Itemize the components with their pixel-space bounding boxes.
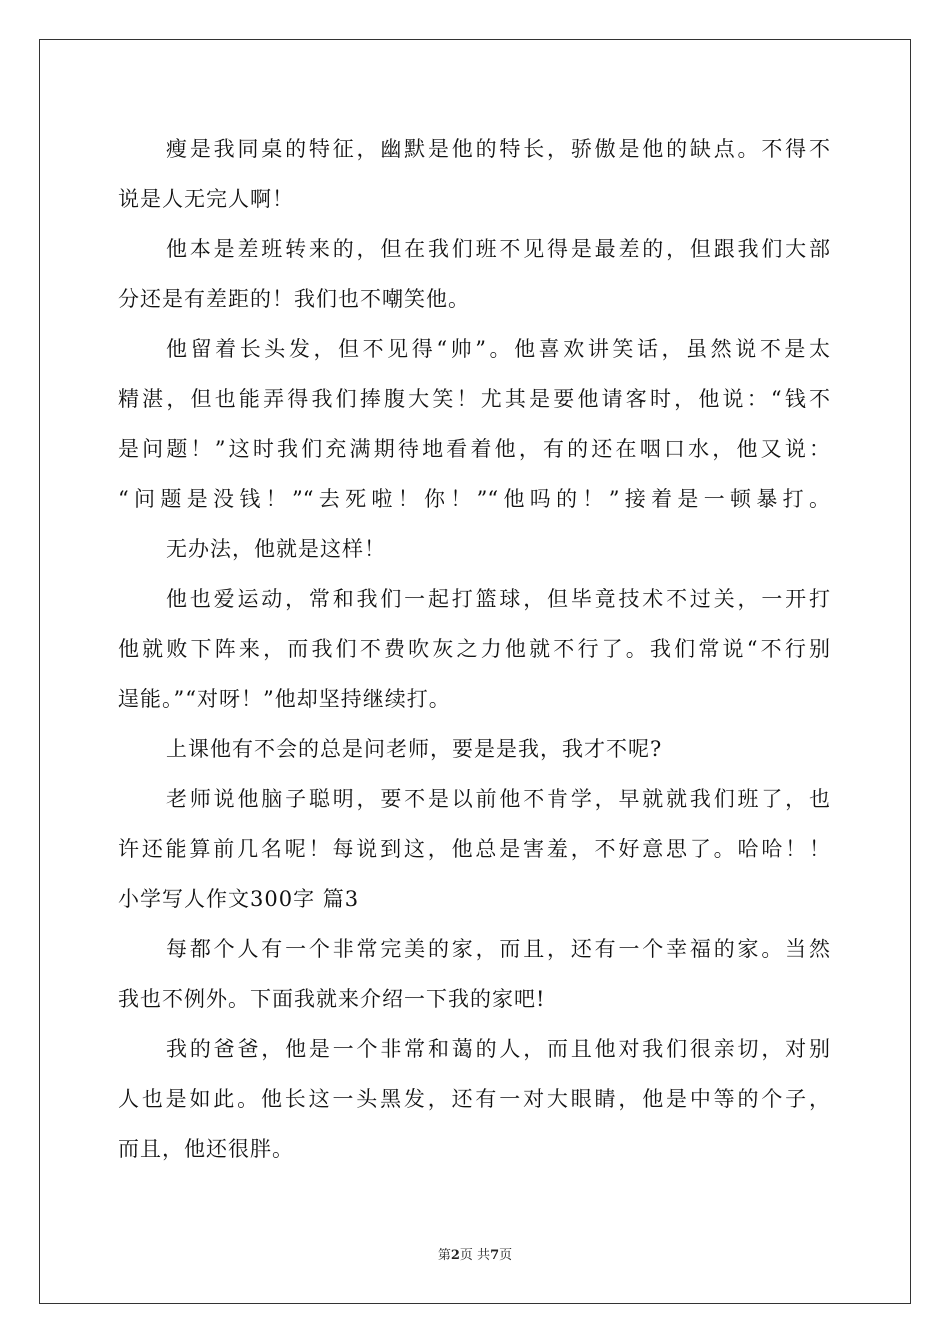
text-line: “问题是没钱！”“去死啦！你！”“他吗的！”接着是一顿暴打。: [118, 487, 830, 511]
footer-suffix: 页: [499, 1248, 513, 1263]
text-line: 我也不例外。下面我就来介绍一下我的家吧!: [118, 987, 546, 1011]
text-line: 是问题！”这时我们充满期待地看着他，有的还在咽口水，他又说：: [118, 437, 830, 461]
total-page-number: 7: [490, 1248, 500, 1263]
text-line: 人也是如此。他长这一头黑发，还有一对大眼睛，他是中等的个子，: [118, 1087, 830, 1111]
footer-prefix: 第: [437, 1248, 451, 1263]
page-footer: [0, 1247, 950, 1265]
current-page-number: 2: [450, 1248, 460, 1263]
text-line: 上课他有不会的总是问老师，要是是我，我才不呢?: [166, 737, 663, 761]
text-line: 我的爸爸，他是一个非常和蔼的人，而且他对我们很亲切，对别: [166, 1037, 830, 1061]
section-heading: 小学写人作文300字 篇3: [118, 887, 360, 911]
text-line: 许还能算前几名呢！每说到这，他总是害羞，不好意思了。哈哈！！: [118, 837, 830, 861]
text-line: 说是人无完人啊！: [118, 187, 294, 211]
text-line: 每都个人有一个非常完美的家，而且，还有一个幸福的家。当然: [166, 937, 830, 961]
text-line: 精湛，但也能弄得我们捧腹大笑！尤其是要他请客时，他说：“钱不: [118, 387, 830, 411]
text-line: 他本是差班转来的，但在我们班不见得是最差的，但跟我们大部: [166, 237, 830, 261]
text-line: 他也爱运动，常和我们一起打篮球，但毕竟技术不过关，一开打: [166, 587, 830, 611]
text-line: 他留着长头发，但不见得“帅”。他喜欢讲笑话，虽然说不是太: [166, 337, 830, 361]
text-line: 老师说他脑子聪明，要不是以前他不肯学，早就就我们班了，也: [166, 787, 830, 811]
document-body: [118, 124, 830, 1174]
text-line: 他就败下阵来，而我们不费吹灰之力他就不行了。我们常说“不行别: [118, 637, 830, 661]
text-line: 分还是有差距的！我们也不嘲笑他。: [118, 287, 470, 311]
text-line: 瘦是我同桌的特征，幽默是他的特长，骄傲是他的缺点。不得不: [166, 137, 830, 161]
text-line: 无办法，他就是这样！: [166, 537, 386, 561]
text-line: 逞能。”“对呀！”他却坚持继续打。: [118, 687, 451, 711]
text-line: 而且，他还很胖。: [118, 1137, 294, 1161]
footer-mid: 页 共: [459, 1248, 491, 1263]
